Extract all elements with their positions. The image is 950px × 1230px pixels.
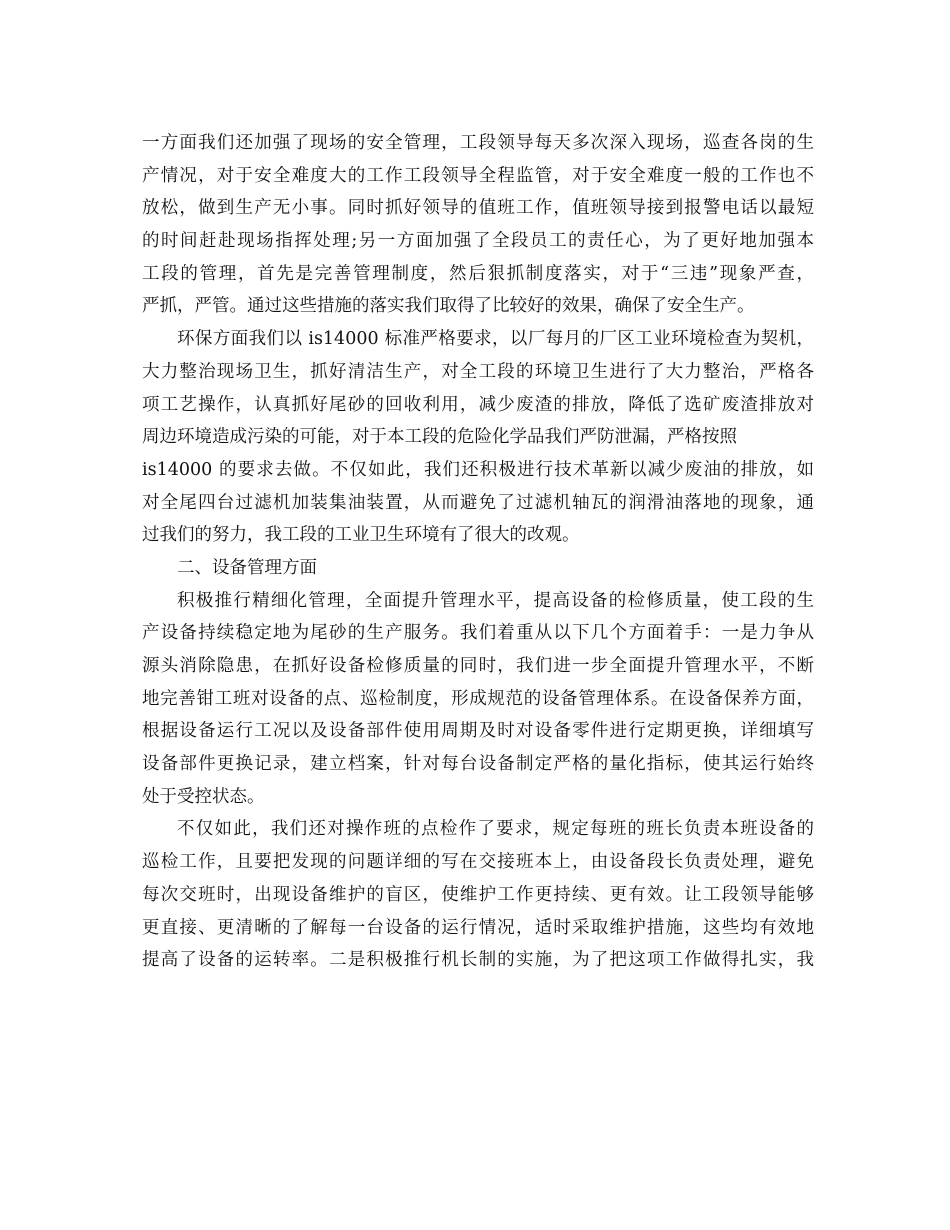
text-line: 处于受控状态。 <box>142 786 265 807</box>
text-line: 严抓，严管。通过这些措施的落实我们取得了比较好的效果，确保了安全生产。 <box>142 296 755 317</box>
text-line: 项工艺操作，认真抓好尾砂的回收利用，减少废渣的排放，降低了选矿废渣排放对 <box>142 394 814 415</box>
text-line: is14000 的要求去做。不仅如此，我们还积极进行技术革新以减少废油的排放，如 <box>142 459 814 480</box>
section-heading: 二、设备管理方面 <box>177 557 317 578</box>
text-line: 源头消除隐患，在抓好设备检修质量的同时，我们进一步全面提升管理水平，不断 <box>142 656 814 676</box>
paragraph-first-line: 积极推行精细化管理，全面提升管理水平，提高设备的检修质量，使工段的生 <box>177 590 814 611</box>
text-line: 地完善钳工班对设备的点、巡检制度，形成规范的设备管理体系。在设备保养方面， <box>142 688 814 709</box>
text-line: 过我们的努力，我工段的工业卫生环境有了很大的改观。 <box>142 525 580 546</box>
text-line: 巡检工作，且要把发现的问题详细的写在交接班本上，由设备段长负责处理，避免 <box>142 852 814 873</box>
text-line: 对全尾四台过滤机加装集油装置，从而避免了过滤机轴瓦的润滑油落地的现象，通 <box>142 492 814 513</box>
text-line: 根据设备运行工况以及设备部件使用周期及时对设备零件进行定期更换，详细填写 <box>142 721 814 742</box>
paragraph-first-line: 环保方面我们以 is14000 标准严格要求，以厂每月的厂区工业环境检查为契机， <box>177 329 814 350</box>
text-line: 产情况，对于安全难度大的工作工段领导全程监管，对于安全难度一般的工作也不 <box>142 165 814 186</box>
text-line: 每次交班时，出现设备维护的盲区，使维护工作更持续、更有效。让工段领导能够 <box>142 884 814 905</box>
document-body <box>142 127 814 977</box>
text-line: 周边环境造成污染的可能，对于本工段的危险化学品我们严防泄漏，严格按照 <box>142 427 737 448</box>
text-line: 设备部件更换记录，建立档案，针对每台设备制定严格的量化指标，使其运行始终 <box>142 754 814 775</box>
text-line: 放松，做到生产无小事。同时抓好领导的值班工作，值班领导接到报警电话以最短 <box>142 198 814 219</box>
text-line: 大力整治现场卫生，抓好清洁生产，对全工段的环境卫生进行了大力整治，严格各 <box>142 361 814 382</box>
text-line: 更直接、更清晰的了解每一台设备的运行情况，适时采取维护措施，这些均有效地 <box>142 917 814 938</box>
text-line: 一方面我们还加强了现场的安全管理，工段领导每天多次深入现场，巡查各岗的生 <box>142 133 814 153</box>
paragraph-first-line: 不仅如此，我们还对操作班的点检作了要求，规定每班的班长负责本班设备的 <box>177 819 814 840</box>
text-line: 工段的管理，首先是完善管理制度，然后狠抓制度落实，对于“三违”现象严查， <box>142 263 814 284</box>
text-line: 产设备持续稳定地为尾砂的生产服务。我们着重从以下几个方面着手：一是力争从 <box>142 623 814 644</box>
text-line: 的时间赶赴现场指挥处理;另一方面加强了全段员工的责任心，为了更好地加强本 <box>142 231 814 252</box>
text-line: 提高了设备的运转率。二是积极推行机长制的实施，为了把这项工作做得扎实，我 <box>142 950 814 971</box>
